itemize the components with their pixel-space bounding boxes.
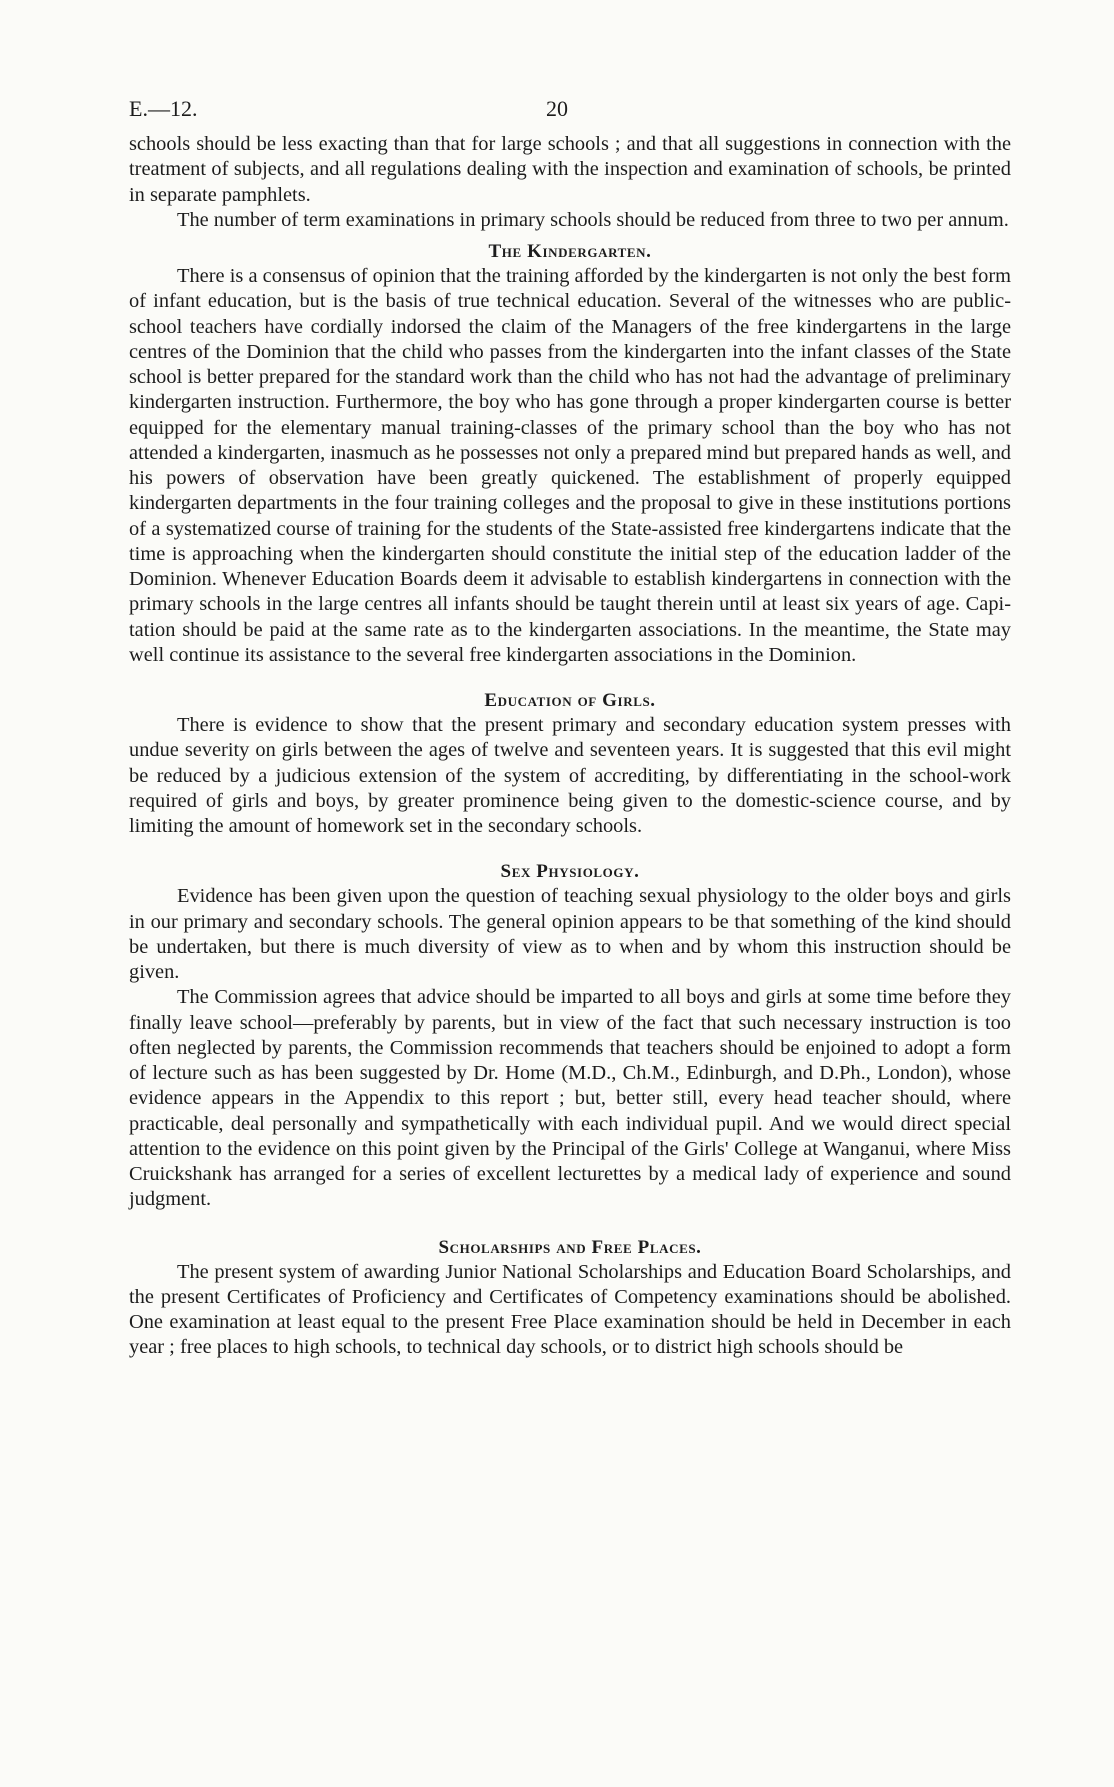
paragraph-term-examinations: The number of term examinations in primary schools should be reduced from three to two per annum. xyxy=(177,208,1009,231)
heading-sex-physiology: Sex Physiology. xyxy=(500,861,640,883)
document-page xyxy=(129,92,1011,1361)
document-reference: E.—12. xyxy=(129,96,198,121)
page-number: 20 xyxy=(546,96,568,121)
paragraph-intro-continued: schools should be less exacting than that for large schools ; and that all suggestions in connection with the treatment of subjects, and all regulations dealing with the inspection and examination of schools, be printed in separate pamphlets. xyxy=(129,133,1011,206)
paragraph-sex-physiology-evidence: Evidence has been given upon the question of teaching sexual physiology to the older boys and girls in our primary and secondary schools. The general opinion appears to be that something of the kind should be undertaken, but there is much diversity of view as to when and by whom this instruction should be given. xyxy=(129,885,1011,983)
paragraph-kindergarten: There is a consensus of opinion that the training afforded by the kindergarten is not only the best form of infant education, but is the basis of true technical education. Several of the witnesses who are public-school teachers have cordially indorsed the claim of the Managers of the free kindergartens in the large centres of the Dominion that the child who passes from the kindergarten into the infant classes of the State school is better prepared for the standard work than the child who has not had the advantage of preliminary kindergarten instruction. Furthermore, the boy who has gone through a proper kindergarten course is better equipped for the elementary manual training-classes of the primary school than the boy who has not attended a kindergarten, inasmuch as he possesses not only a prepared mind but prepared hands as well, and his powers of observation have been greatly quickened. The establishment of properly equipped kindergarten departments in the four training colleges and the proposal to give in these institutions portions of a systematized course of training for the students of the State-assisted free kindergartens indicate that the time is approaching when the kindergarten should constitute the initial step of the education ladder of the Dominion. Whenever Education Boards deem it advisable to establish kindergartens in connection with the primary schools in the large centres all infants should be taught therein until at least six years of age. Capitation should be paid at the same rate as to the kindergarten associations. In the meantime, the State may well continue its assistance to the several free kindergarten associations in the Dominion. xyxy=(129,265,1011,666)
heading-kindergarten: The Kindergarten. xyxy=(488,241,652,262)
paragraph-sex-physiology-commission: The Commission agrees that advice should be imparted to all boys and girls at some time before they finally leave school—preferably by parents, but in view of the fact that such necessary instruction is too often neglected by parents, the Commission recommends that teachers should be enjoined to adopt a form of lecture such as has been suggested by Dr. Home (M.D., Ch.M., Edinburgh, and D.Ph., London), whose evidence appears in the Appendix to this report ; but, better still, every head teacher should, where practicable, deal personally and sympathetically with each individual pupil. And we would direct special attention to the evidence on this point given by the Principal of the Girls' College at Wanganui, where Miss Cruickshank has arranged for a series of excellent lecturettes by a medical lady of experience and sound judgment. xyxy=(129,986,1011,1211)
heading-education-of-girls: Education of Girls. xyxy=(484,690,656,711)
document-body xyxy=(129,132,1011,1361)
paragraph-education-of-girls: There is evidence to show that the present primary and secondary education system presses with undue severity on girls between the ages of twelve and seventeen years. It is suggested that this evil might be reduced by a judicious extension of the system of accrediting, by differentiating in the school-work required of girls and boys, by greater prominence being given to the domestic-science course, and by limiting the amount of homework set in the secondary schools. xyxy=(129,714,1011,837)
page-header xyxy=(129,92,1011,132)
paragraph-scholarships: The present system of awarding Junior National Scholarships and Education Board Scholarships, and the present Certificates of Proficiency and Certificates of Competency examinations should be abolished. One examination at least equal to the present Free Place examination should be held in December in each year ; free places to high schools, to technical day schools, or to district high schools should be xyxy=(129,1260,1011,1359)
heading-scholarships-free-places: Scholarships and Free Places. xyxy=(438,1236,702,1258)
